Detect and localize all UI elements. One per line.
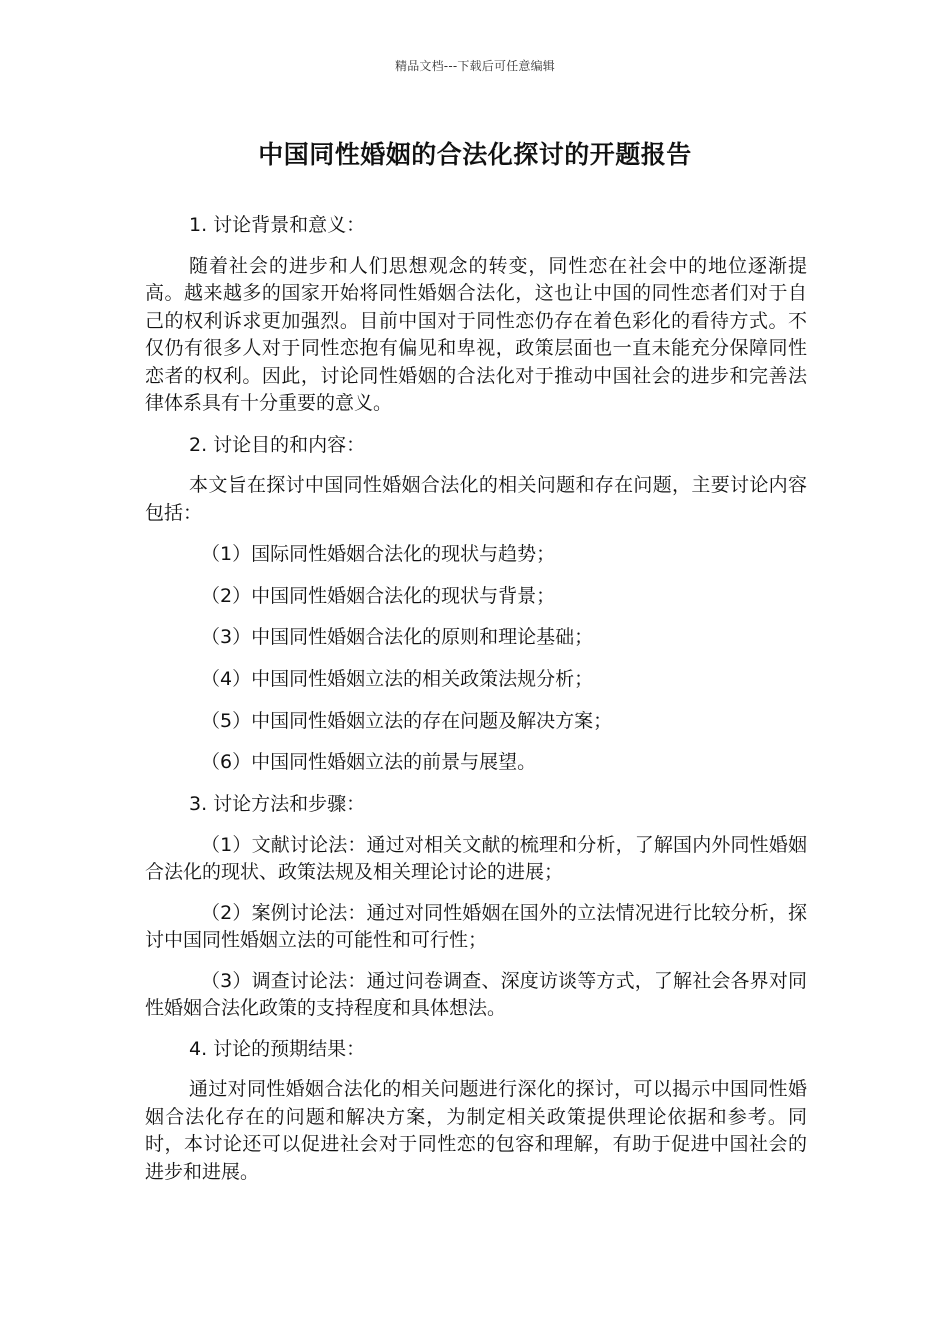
section-2-item: （2）中国同性婚姻合法化的现状与背景；: [201, 584, 556, 607]
section-1-paragraph: 随着社会的进步和人们思想观念的转变，同性恋在社会中的地位逐渐提高。越来越多的国家开始将同性婚姻合法化，这也让中国的同性恋者们对于自己的权利诉求更加强烈。目前中国对于同性恋仍存在着色彩化的看待方式。不仅仍有很多人对于同性恋抱有偏见和卑视，政策层面也一直未能充分保障同性恋者的权利。因此，讨论同性婚姻的合法化对于推动中国社会的进步和完善法律体系具有十分重要的意义。: [145, 254, 807, 414]
document-body: [145, 212, 807, 1199]
section-2-item: （1）国际同性婚姻合法化的现状与趋势；: [201, 543, 556, 565]
section-2-paragraph: 本文旨在探讨中国同性婚姻合法化的相关问题和存在问题，主要讨论内容包括：: [145, 474, 807, 524]
section-2-item: （6）中国同性婚姻立法的前景与展望。: [201, 751, 537, 774]
section-3-method: （3）调查讨论法：通过问卷调查、深度访谈等方式，了解社会各界对同性婚姻合法化政策的支持程度和具体想法。: [145, 969, 807, 1020]
section-4-heading: 4. 讨论的预期结果：: [189, 1037, 366, 1060]
header-note: 精品文档---下载后可任意编辑: [395, 59, 555, 73]
section-4-paragraph: 通过对同性婚姻合法化的相关问题进行深化的探讨，可以揭示中国同性婚姻合法化存在的问题和解决方案，为制定相关政策提供理论依据和参考。同时，本讨论还可以促进社会对于同性恋的包容和理解，有助于促进中国社会的进步和进展。: [145, 1078, 807, 1183]
section-3-method: （2）案例讨论法：通过对同性婚姻在国外的立法情况进行比较分析，探讨中国同性婚姻立法的可能性和可行性；: [145, 901, 807, 952]
document-title: 中国同性婚姻的合法化探讨的开题报告: [258, 140, 692, 169]
section-2-item: （3）中国同性婚姻合法化的原则和理论基础；: [201, 626, 594, 649]
section-2-item: （4）中国同性婚姻立法的相关政策法规分析；: [201, 668, 594, 691]
section-3-method: （1）文献讨论法：通过对相关文献的梳理和分析，了解国内外同性婚姻合法化的现状、政策法规及相关理论讨论的进展；: [145, 833, 807, 884]
section-1-heading: 1. 讨论背景和意义：: [189, 214, 366, 236]
section-3-heading: 3. 讨论方法和步骤：: [189, 793, 366, 816]
section-2-heading: 2. 讨论目的和内容：: [189, 433, 366, 456]
section-2-item: （5）中国同性婚姻立法的存在问题及解决方案；: [201, 709, 613, 732]
